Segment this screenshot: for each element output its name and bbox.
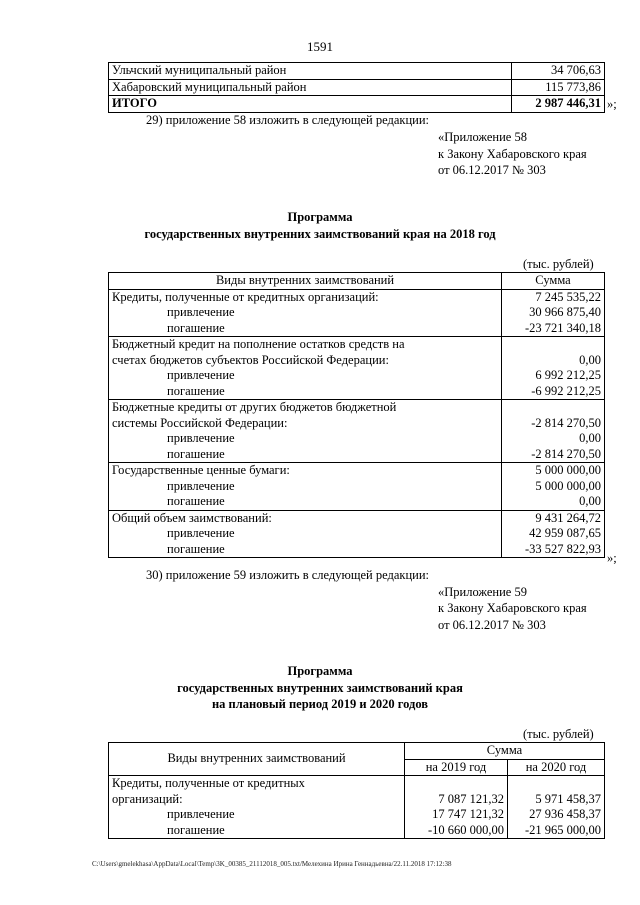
file-path-footer: C:\Users\gmelekhasa\AppData\Local\Temp\3K_00385_21112018_005.txt/Мелехина Ирина Геннадьевна/22.11.2018 17:12:38 — [92, 860, 452, 868]
table-row — [109, 431, 605, 447]
program-2018-table — [108, 272, 605, 558]
value-2020: 5 971 458,37 — [508, 792, 605, 808]
row-value: 0,00 — [502, 431, 605, 447]
table-row — [109, 353, 605, 369]
district-name: Ульчский муниципальный район — [109, 63, 512, 80]
col-header-type: Виды внутренних заимствований — [109, 743, 405, 776]
item-29-text: 29) приложение 58 изложить в следующей редакции: — [146, 113, 429, 127]
table-row — [109, 792, 605, 808]
program-2018-units: (тыс. рублей) — [523, 257, 594, 271]
table-row — [109, 776, 605, 792]
value-2019: 7 087 121,32 — [405, 792, 508, 808]
program-2018-title: Программа — [287, 210, 353, 224]
table-row — [109, 96, 605, 113]
page-number: 1591 — [307, 39, 333, 54]
total-label: ИТОГО — [109, 96, 512, 113]
appendix-59-law: к Закону Хабаровского края — [438, 601, 587, 615]
row-label: счетах бюджетов субъектов Российской Федерации: — [109, 353, 502, 369]
appendix-59-date: от 06.12.2017 № 303 — [438, 618, 546, 632]
table-row — [109, 463, 605, 479]
row-label: привлечение — [109, 431, 502, 447]
appendix-58-date: от 06.12.2017 № 303 — [438, 163, 546, 177]
col-header-sum: Сумма — [502, 273, 605, 290]
table-row — [109, 79, 605, 96]
col-header-sum: Сумма — [405, 743, 605, 760]
row-value: 42 959 087,65 — [502, 526, 605, 542]
col-header-2019: на 2019 год — [405, 759, 508, 776]
item-30-text: 30) приложение 59 изложить в следующей редакции: — [146, 568, 429, 582]
program-2019-table — [108, 742, 605, 839]
table-row — [109, 416, 605, 432]
col-header-2020: на 2020 год — [508, 759, 605, 776]
district-value: 34 706,63 — [512, 63, 605, 80]
row-value: -33 527 822,93 — [502, 542, 605, 558]
row-value: -23 721 340,18 — [502, 321, 605, 337]
row-label: погашение — [109, 384, 502, 400]
table-row — [109, 807, 605, 823]
table-header-row — [109, 273, 605, 290]
row-label: привлечение — [109, 807, 405, 823]
row-value — [502, 400, 605, 416]
row-label: привлечение — [109, 526, 502, 542]
value-2020 — [508, 776, 605, 792]
district-value: 115 773,86 — [512, 79, 605, 96]
row-value: -2 814 270,50 — [502, 447, 605, 463]
table-row — [109, 305, 605, 321]
value-2020: -21 965 000,00 — [508, 823, 605, 839]
table-row — [109, 384, 605, 400]
table-row — [109, 400, 605, 416]
table-row — [109, 526, 605, 542]
value-2019 — [405, 776, 508, 792]
district-name: Хабаровский муниципальный район — [109, 79, 512, 96]
total-value: 2 987 446,31 — [512, 96, 605, 113]
table-row — [109, 542, 605, 558]
row-label: системы Российской Федерации: — [109, 416, 502, 432]
table-row — [109, 447, 605, 463]
row-label: организаций: — [109, 792, 405, 808]
value-2020: 27 936 458,37 — [508, 807, 605, 823]
appendix-58-law: к Закону Хабаровского края — [438, 147, 587, 161]
table-header-row — [109, 743, 605, 760]
table-row — [109, 321, 605, 337]
table-row — [109, 823, 605, 839]
table-row — [109, 337, 605, 353]
row-label: Кредиты, полученные от кредитных — [109, 776, 405, 792]
row-value: 5 000 000,00 — [502, 463, 605, 479]
top-table-closing: »; — [607, 97, 617, 111]
row-label: Кредиты, полученные от кредитных организаций: — [109, 289, 502, 305]
row-value: 6 992 212,25 — [502, 368, 605, 384]
program-2019-title: Программа — [287, 664, 353, 678]
row-label: привлечение — [109, 305, 502, 321]
row-label: погашение — [109, 542, 502, 558]
row-label: Бюджетные кредиты от других бюджетов бюджетной — [109, 400, 502, 416]
program-2019-units: (тыс. рублей) — [523, 727, 594, 741]
row-label: привлечение — [109, 368, 502, 384]
appendix-58: «Приложение 58 — [438, 130, 527, 144]
table-row — [109, 479, 605, 495]
value-2019: 17 747 121,32 — [405, 807, 508, 823]
table-row — [109, 494, 605, 510]
row-value: 7 245 535,22 — [502, 289, 605, 305]
program-2019-period: на плановый период 2019 и 2020 годов — [211, 697, 429, 711]
row-value: 0,00 — [502, 353, 605, 369]
table-row — [109, 63, 605, 80]
row-value: -2 814 270,50 — [502, 416, 605, 432]
row-value: 9 431 264,72 — [502, 510, 605, 526]
row-label: привлечение — [109, 479, 502, 495]
row-label: Государственные ценные бумаги: — [109, 463, 502, 479]
row-value: 0,00 — [502, 494, 605, 510]
value-2019: -10 660 000,00 — [405, 823, 508, 839]
program-2019-subtitle: государственных внутренних заимствований края — [177, 681, 463, 695]
table-row — [109, 368, 605, 384]
row-label: погашение — [109, 321, 502, 337]
row-label: погашение — [109, 447, 502, 463]
row-label: Общий объем заимствований: — [109, 510, 502, 526]
program-2018-closing: »; — [607, 551, 617, 565]
table-row — [109, 510, 605, 526]
row-label: погашение — [109, 823, 405, 839]
row-value: 30 966 875,40 — [502, 305, 605, 321]
row-value: 5 000 000,00 — [502, 479, 605, 495]
row-label: погашение — [109, 494, 502, 510]
row-label: Бюджетный кредит на пополнение остатков средств на — [109, 337, 502, 353]
table-row — [109, 289, 605, 305]
col-header-type: Виды внутренних заимствований — [109, 273, 502, 290]
appendix-59: «Приложение 59 — [438, 585, 527, 599]
row-value — [502, 337, 605, 353]
top-table — [108, 62, 605, 113]
program-2018-subtitle: государственных внутренних заимствований края на 2018 год — [144, 227, 496, 241]
row-value: -6 992 212,25 — [502, 384, 605, 400]
